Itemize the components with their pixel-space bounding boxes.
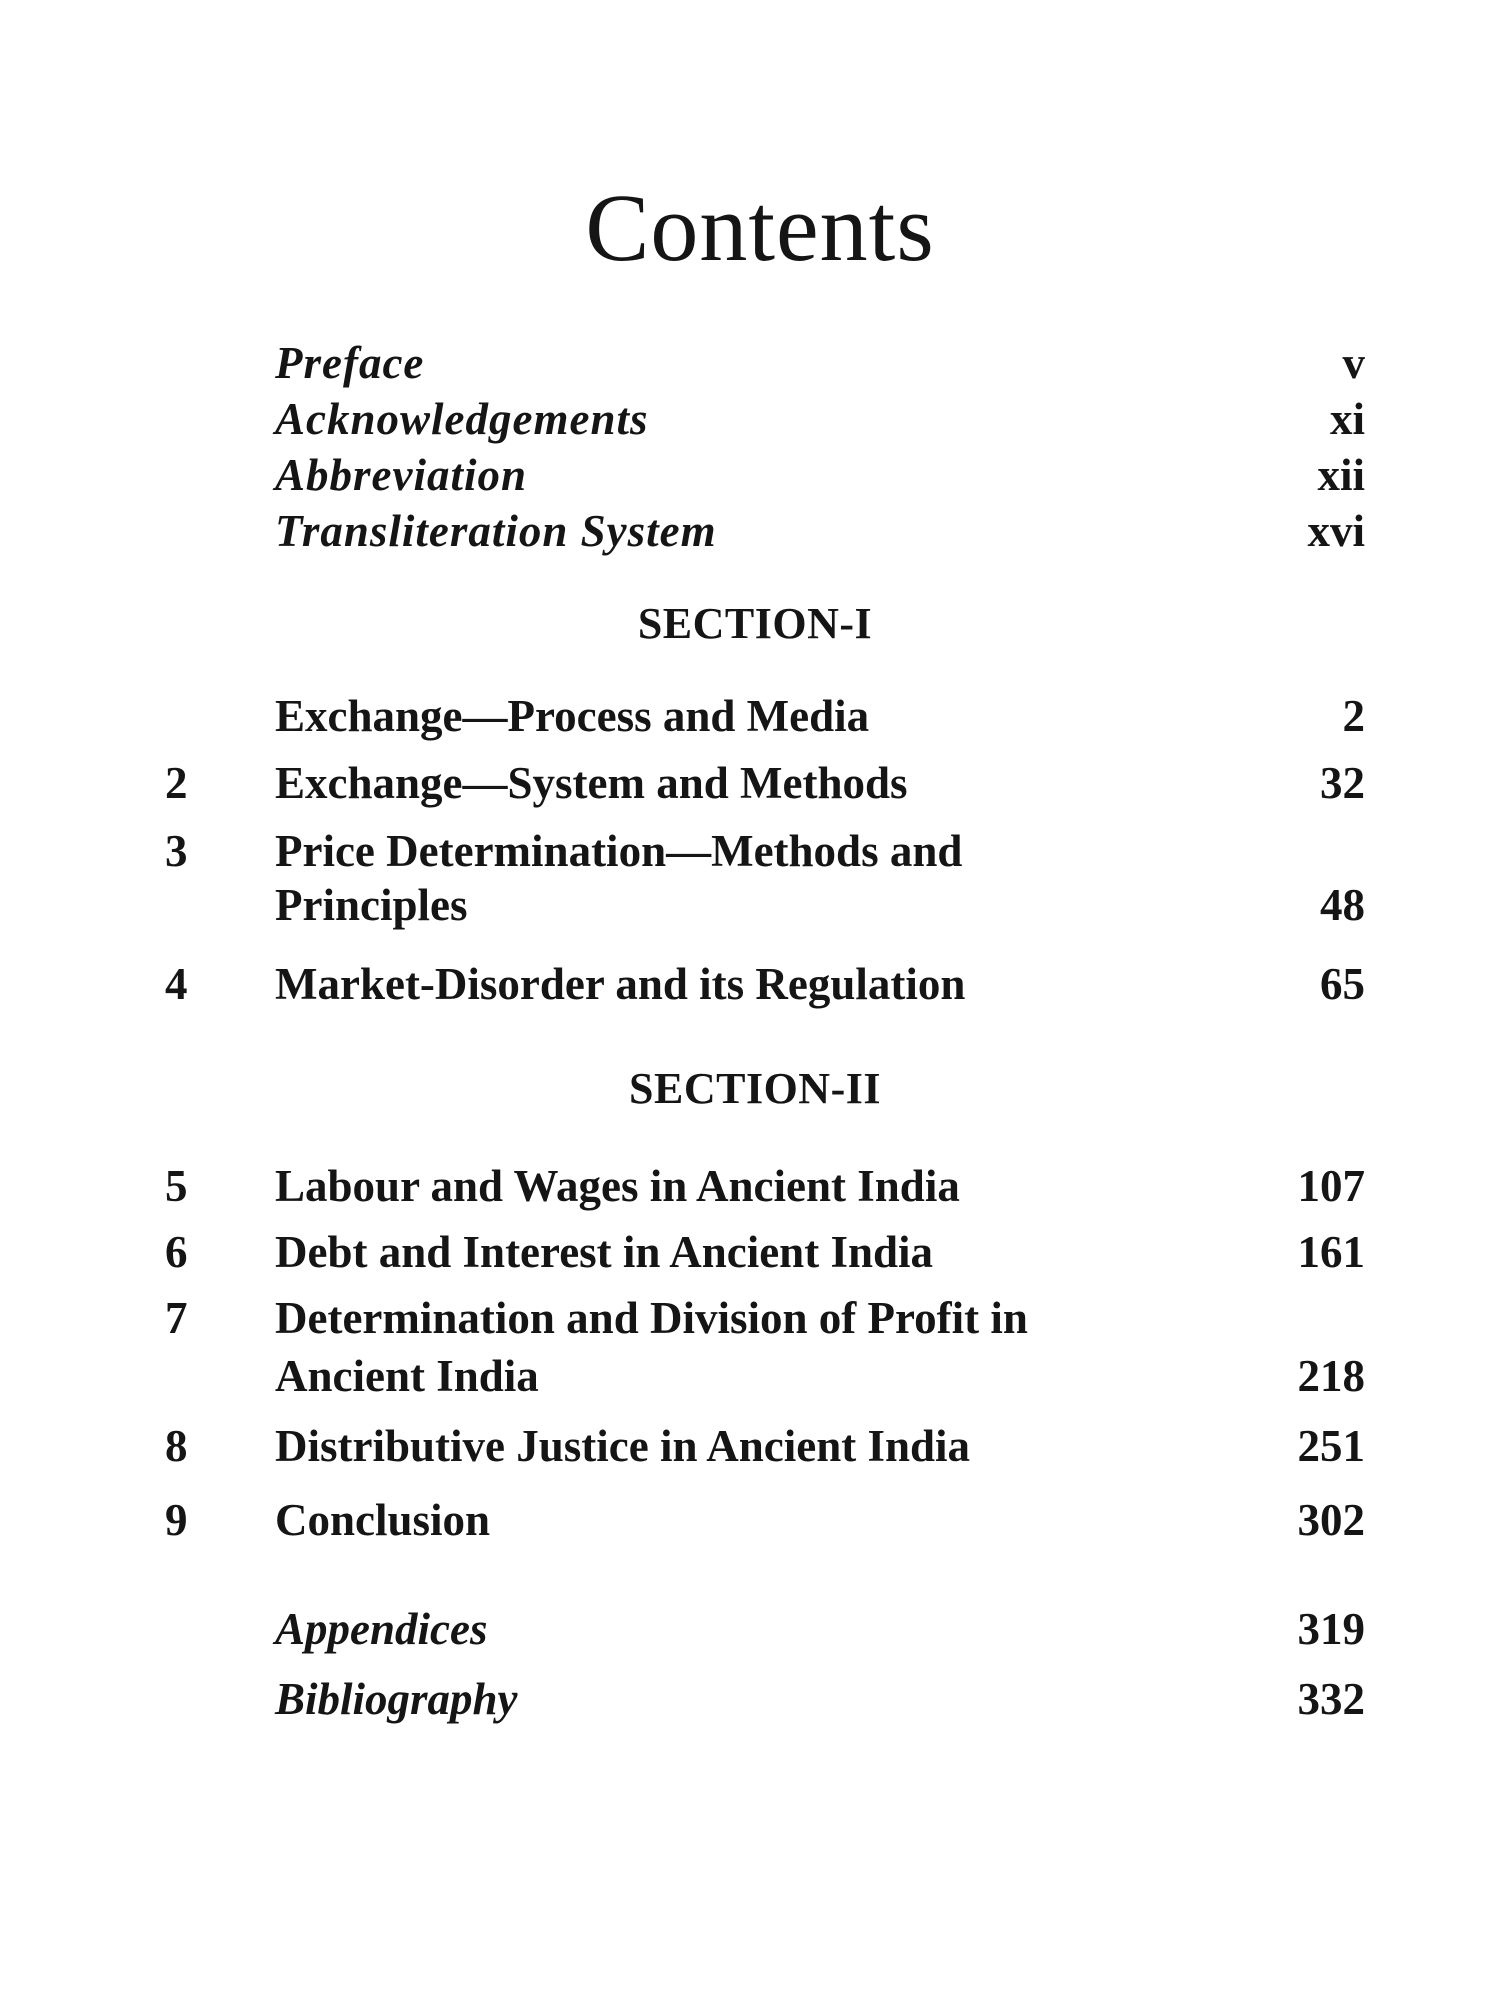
chapter-number: 7 (165, 1293, 188, 1343)
toc-chapter-7 (0, 1290, 1500, 1346)
chapter-title: Exchange—Process and Media (275, 691, 870, 741)
chapter-title: Determination and Division of Profit in (275, 1293, 1028, 1343)
toc-entry-page: 332 (1297, 1674, 1365, 1724)
toc-chapter-2 (0, 755, 1500, 811)
toc-entry-label: Acknowledgements (275, 394, 649, 444)
chapter-page: 107 (1297, 1161, 1365, 1211)
chapter-title: Labour and Wages in Ancient India (275, 1161, 960, 1211)
toc-entry-page: xvi (1307, 506, 1365, 556)
toc-entry-label: Transliteration System (275, 506, 717, 556)
toc-entry-label: Appendices (275, 1604, 488, 1654)
toc-entry-appendices (0, 1601, 1500, 1657)
chapter-title: Conclusion (275, 1495, 491, 1545)
toc-entry-abbreviation (0, 447, 1500, 503)
chapter-title: Debt and Interest in Ancient India (275, 1227, 934, 1277)
chapter-page: 251 (1297, 1421, 1365, 1471)
toc-entry-label: Preface (275, 338, 425, 388)
chapter-title: Exchange—System and Methods (275, 758, 908, 808)
chapter-page: 161 (1297, 1227, 1365, 1277)
chapter-page: 218 (1297, 1351, 1365, 1401)
toc-entry-label: Bibliography (275, 1674, 518, 1724)
toc-entry-page: xi (1329, 394, 1365, 444)
page-title: Contents (585, 174, 935, 282)
toc-chapter-9 (0, 1492, 1500, 1548)
toc-entry-transliteration-system (0, 503, 1500, 559)
toc-entry-preface (0, 335, 1500, 391)
chapter-page: 48 (1320, 880, 1365, 930)
chapter-number: 2 (165, 758, 188, 808)
chapter-title-continued: Principles (275, 880, 468, 930)
chapter-number: 3 (165, 826, 188, 876)
section-heading: SECTION-II (629, 1064, 881, 1113)
toc-entry-label: Abbreviation (275, 450, 528, 500)
chapter-page: 32 (1320, 758, 1365, 808)
chapter-title: Market-Disorder and its Regulation (275, 959, 966, 1009)
section-heading: SECTION-I (637, 599, 873, 648)
chapter-number: 9 (165, 1495, 188, 1545)
toc-chapter-5 (0, 1158, 1500, 1214)
toc-chapter-6 (0, 1224, 1500, 1280)
chapter-title-continued: Ancient India (275, 1351, 539, 1401)
toc-chapter-1 (0, 688, 1500, 744)
toc-chapter-4 (0, 956, 1500, 1012)
chapter-page: 2 (1342, 691, 1365, 741)
toc-entry-page: 319 (1297, 1604, 1365, 1654)
toc-entry-page: xii (1317, 450, 1365, 500)
toc-chapter-8 (0, 1418, 1500, 1474)
toc-chapter-3 (0, 823, 1500, 879)
chapter-number: 8 (165, 1421, 188, 1471)
chapter-page: 302 (1297, 1495, 1365, 1545)
chapter-number: 4 (165, 959, 188, 1009)
chapter-title: Distributive Justice in Ancient India (275, 1421, 971, 1471)
toc-entry-page: v (1342, 338, 1365, 388)
toc-entry-acknowledgements (0, 391, 1500, 447)
toc-entry-bibliography (0, 1671, 1500, 1727)
chapter-number: 6 (165, 1227, 188, 1277)
chapter-page: 65 (1320, 959, 1365, 1009)
chapter-title: Price Determination—Methods and (275, 826, 963, 876)
chapter-number: 5 (165, 1161, 188, 1211)
